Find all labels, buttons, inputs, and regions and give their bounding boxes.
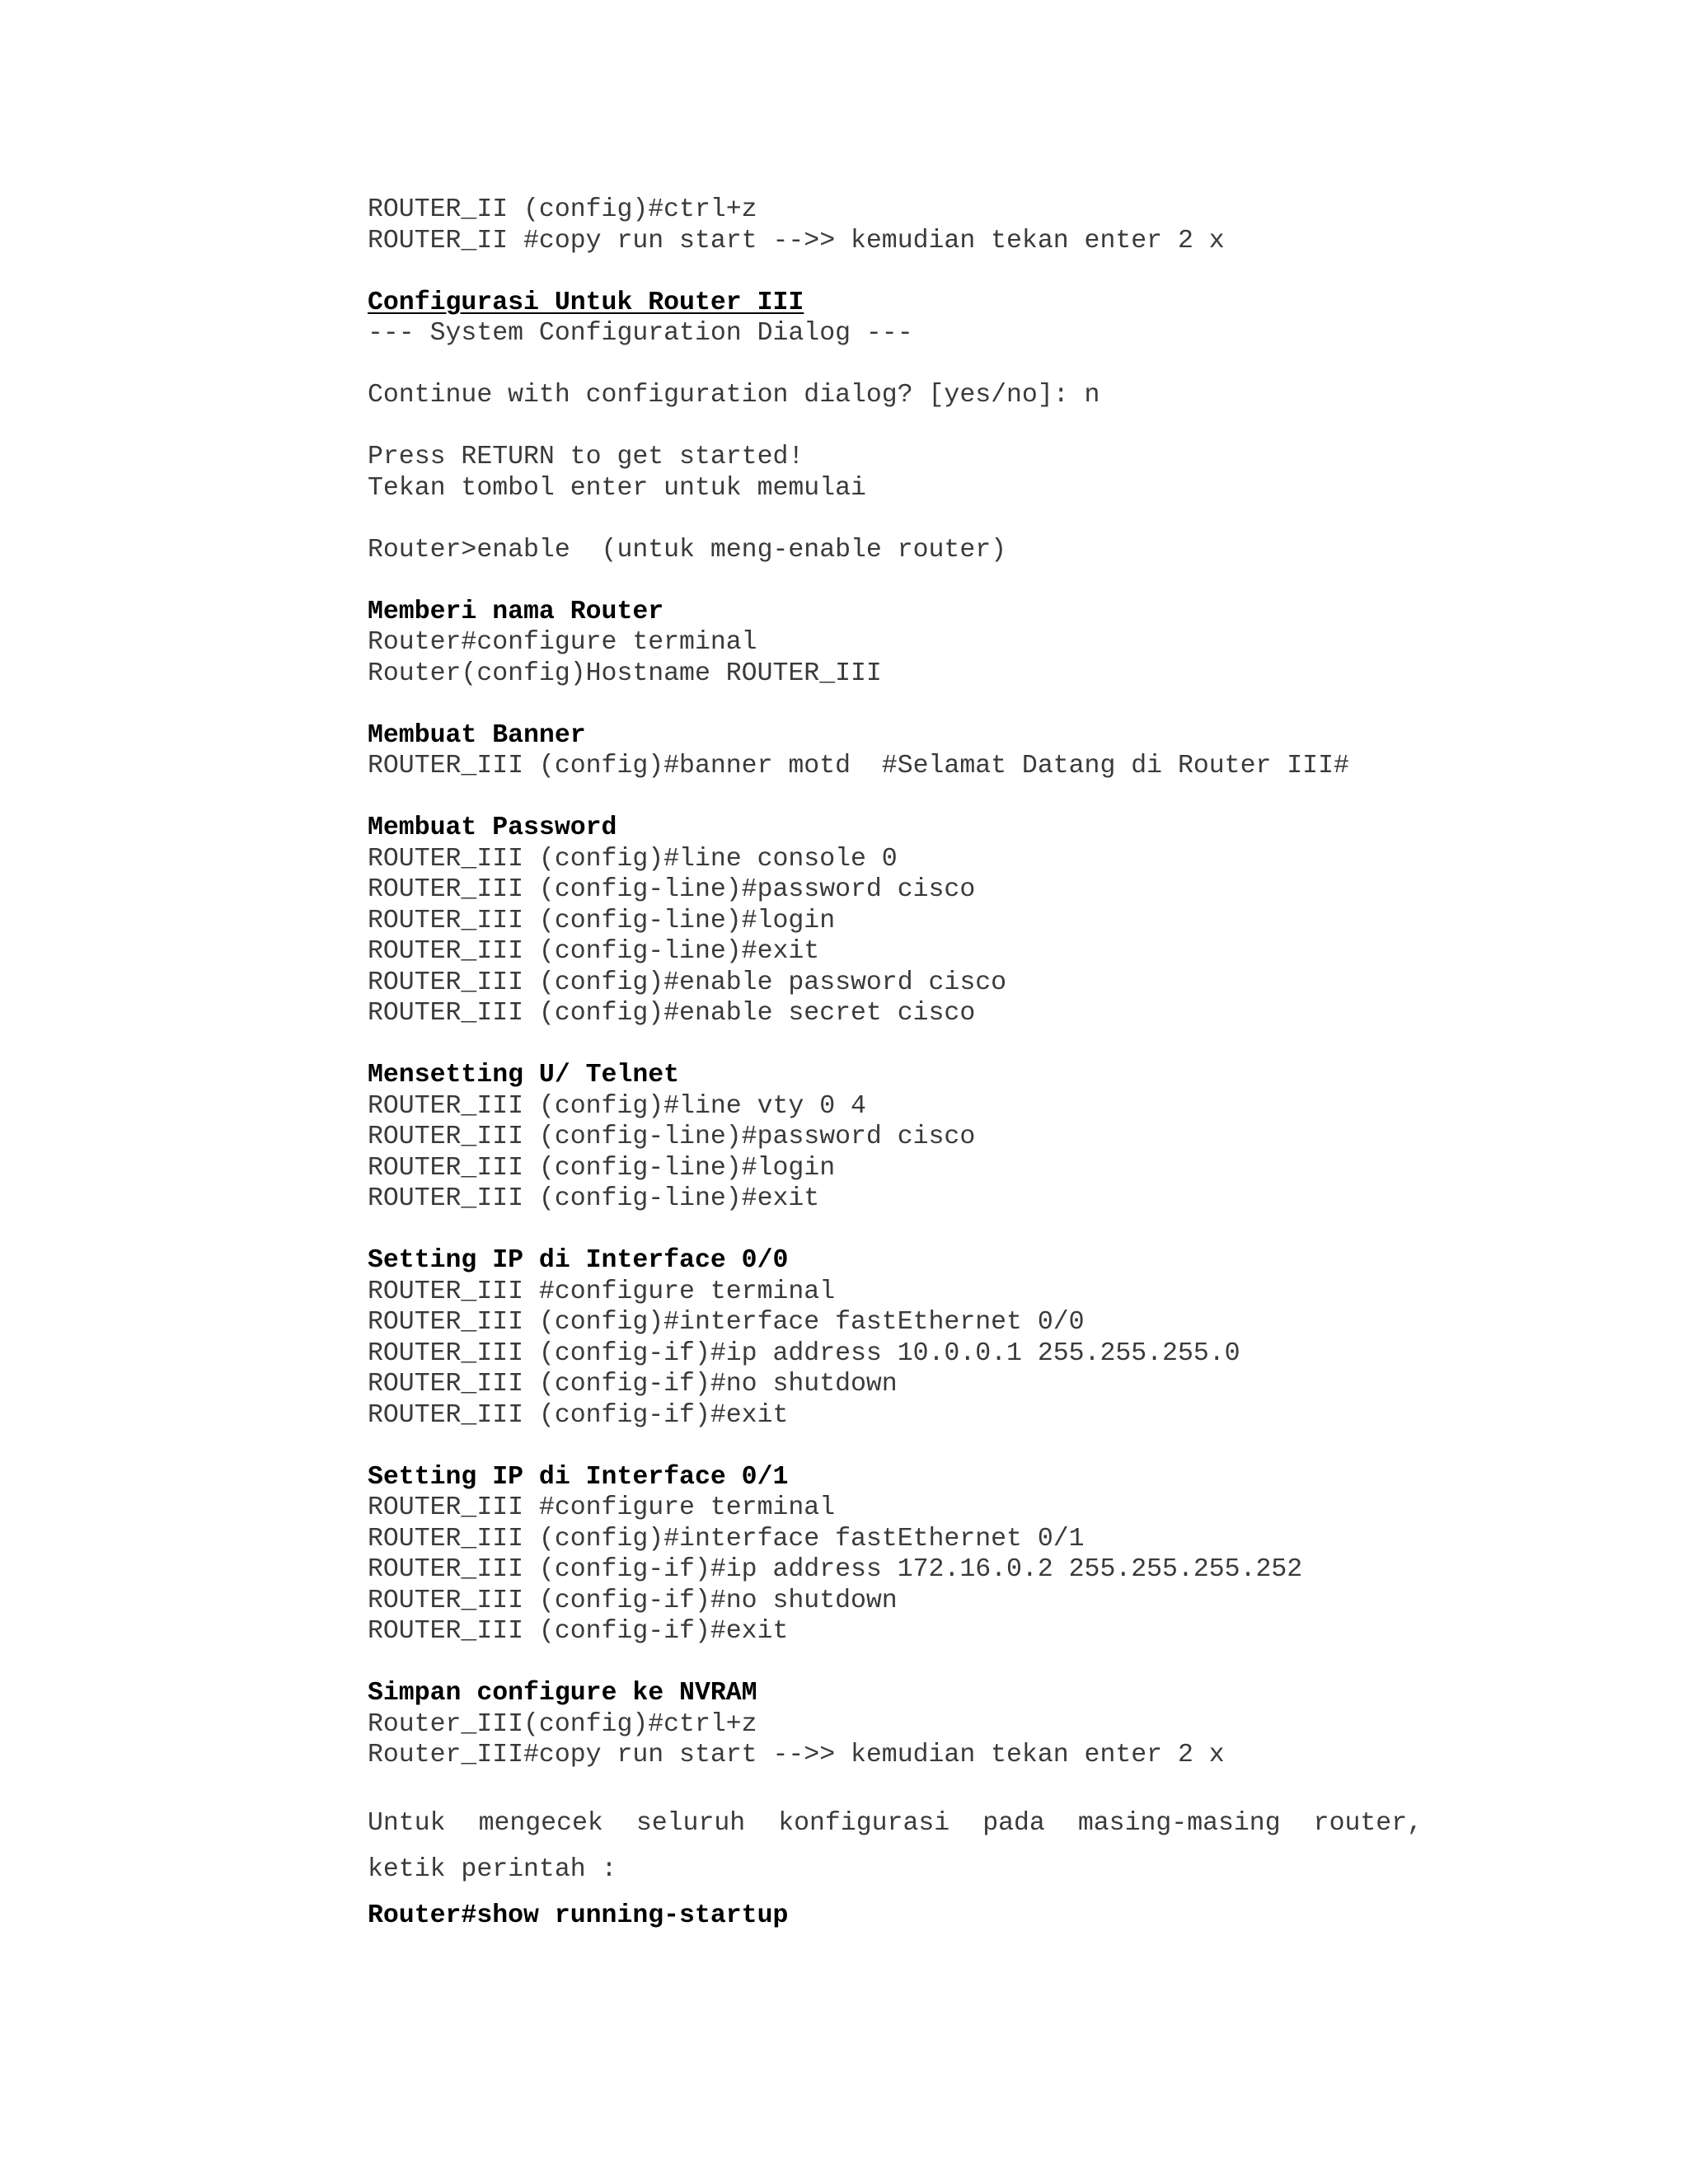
code-line: ROUTER_II #copy run start -->> kemudian tekan enter 2 x bbox=[368, 226, 1225, 255]
code-line: Router_III(config)#ctrl+z bbox=[368, 1709, 757, 1739]
closing-paragraph-line: ketik perintah : bbox=[368, 1854, 617, 1884]
code-line: ROUTER_III (config-line)#password cisco bbox=[368, 1122, 976, 1151]
subsection-heading: Setting IP di Interface 0/1 bbox=[368, 1462, 789, 1492]
spacer bbox=[368, 1215, 1522, 1246]
section-title bbox=[368, 288, 1522, 319]
spacer bbox=[368, 565, 1522, 597]
code-line: Router(config)Hostname ROUTER_III bbox=[368, 658, 882, 688]
dialog-question: Continue with configuration dialog? [yes/no]: n bbox=[368, 381, 1100, 410]
spacer bbox=[368, 349, 1522, 381]
spacer bbox=[368, 689, 1522, 720]
code-line: Tekan tombol enter untuk memulai bbox=[368, 473, 866, 503]
code-line: ROUTER_III (config)#interface fastEthernet 0/1 bbox=[368, 1524, 1085, 1554]
code-line: ROUTER_III (config)#interface fastEthernet 0/0 bbox=[368, 1308, 1085, 1337]
closing-paragraph-line: Untuk mengecek seluruh konfigurasi pada masing-masing router, bbox=[368, 1808, 1423, 1838]
subsection-heading: Memberi nama Router bbox=[368, 597, 664, 626]
spacer bbox=[368, 1647, 1522, 1679]
spacer bbox=[368, 504, 1522, 535]
code-line: ROUTER_III (config-if)#exit bbox=[368, 1617, 789, 1646]
code-line: ROUTER_III (config-if)#no shutdown bbox=[368, 1370, 898, 1399]
enable-line: Router>enable (untuk meng-enable router) bbox=[368, 535, 1007, 565]
document-content bbox=[368, 194, 1522, 1939]
code-line: Router_III#copy run start -->> kemudian tekan enter 2 x bbox=[368, 1741, 1225, 1769]
section-title-text: Configurasi Untuk Router III bbox=[368, 288, 804, 317]
spacer bbox=[368, 1431, 1522, 1462]
final-command: Router#show running-startup bbox=[368, 1900, 789, 1930]
spacer bbox=[368, 411, 1522, 443]
code-line: ROUTER_III (config-if)#ip address 10.0.0.1 255.255.255.0 bbox=[368, 1338, 1240, 1368]
code-line: ROUTER_III (config)#enable password cisco bbox=[368, 968, 1007, 997]
code-line: ROUTER_III (config-line)#login bbox=[368, 1153, 836, 1183]
code-line: ROUTER_III (config-if)#ip address 172.16.0.2 255.255.255.252 bbox=[368, 1555, 1303, 1584]
code-line: ROUTER_III (config)#enable secret cisco bbox=[368, 999, 976, 1028]
code-line: ROUTER_III (config)#line vty 0 4 bbox=[368, 1091, 866, 1121]
code-line: Router#configure terminal bbox=[368, 628, 757, 657]
subsection-heading: Simpan configure ke NVRAM bbox=[368, 1679, 757, 1708]
code-line: ROUTER_III (config-line)#exit bbox=[368, 1184, 820, 1213]
code-line: ROUTER_III (config)#line console 0 bbox=[368, 844, 898, 874]
spacer bbox=[368, 1029, 1522, 1061]
subsection-heading: Membuat Password bbox=[368, 813, 617, 842]
code-line: ROUTER_III #configure terminal bbox=[368, 1277, 836, 1306]
code-line: ROUTER_III (config-if)#exit bbox=[368, 1400, 789, 1430]
code-line: ROUTER_II (config)#ctrl+z bbox=[368, 195, 757, 224]
code-line: ROUTER_III #configure terminal bbox=[368, 1493, 836, 1522]
code-line: ROUTER_III (config)#banner motd #Selamat Datang di Router III# bbox=[368, 752, 1349, 780]
spacer bbox=[368, 256, 1522, 288]
code-line: ROUTER_III (config-line)#login bbox=[368, 906, 836, 935]
subsection-heading: Mensetting U/ Telnet bbox=[368, 1061, 680, 1090]
code-line: ROUTER_III (config-if)#no shutdown bbox=[368, 1586, 898, 1615]
code-line: Press RETURN to get started! bbox=[368, 443, 804, 471]
subsection-heading: Membuat Banner bbox=[368, 720, 586, 750]
code-line: ROUTER_III (config-line)#password cisco bbox=[368, 875, 976, 904]
subsection-heading: Setting IP di Interface 0/0 bbox=[368, 1246, 789, 1275]
dialog-header: --- System Configuration Dialog --- bbox=[368, 319, 913, 348]
code-line: ROUTER_III (config-line)#exit bbox=[368, 937, 820, 966]
spacer bbox=[368, 782, 1522, 813]
